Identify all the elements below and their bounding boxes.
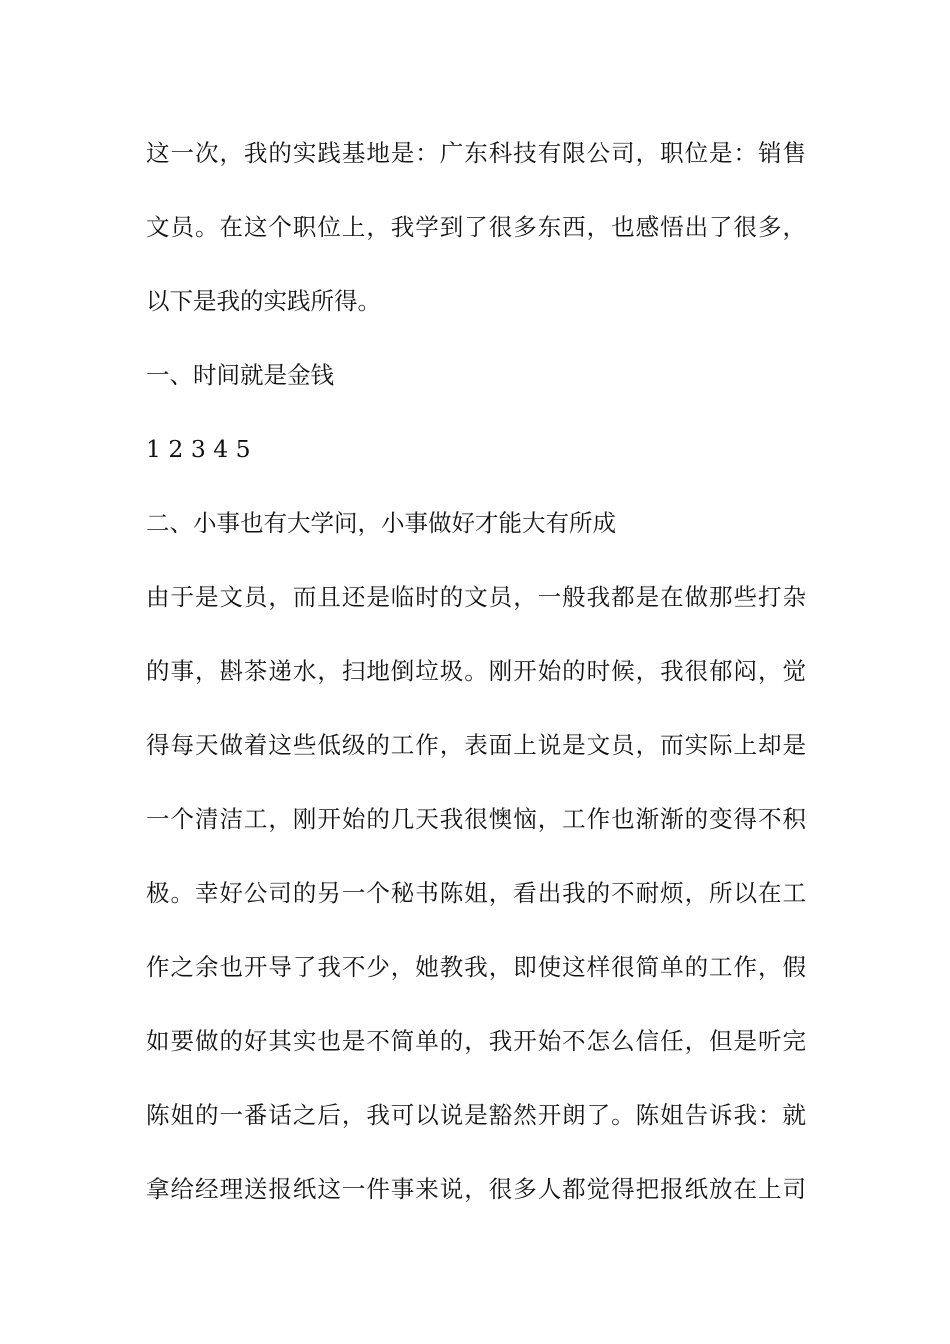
paragraph-line: 由于是文员，而且还是临时的文员，一般我都是在做那些打杂	[146, 583, 806, 611]
paragraph-line: 以下是我的实践所得。	[146, 287, 381, 315]
paragraph-line: 如要做的好其实也是不简单的，我开始不怎么信任，但是听完	[146, 1027, 806, 1055]
paragraph-line: 的事，斟茶递水，扫地倒垃圾。刚开始的时候，我很郁闷，觉	[146, 657, 806, 685]
paragraph-line: 这一次，我的实践基地是：广东科技有限公司，职位是：销售	[146, 139, 806, 167]
paragraph-line: 拿给经理送报纸这一件事来说，很多人都觉得把报纸放在上司	[146, 1175, 806, 1203]
paragraph-line: 极。幸好公司的另一个秘书陈姐，看出我的不耐烦，所以在工	[146, 879, 806, 907]
paragraph-line: 作之余也开导了我不少，她教我，即使这样很简单的工作，假	[146, 953, 806, 981]
numbered-list-line: 1 2 3 4 5	[146, 435, 251, 463]
paragraph-line: 陈姐的一番话之后，我可以说是豁然开朗了。陈姐告诉我：就	[146, 1101, 806, 1129]
paragraph-line: 文员。在这个职位上，我学到了很多东西，也感悟出了很多，	[146, 213, 806, 241]
paragraph-line: 得每天做着这些低级的工作，表面上说是文员，而实际上却是	[146, 731, 806, 759]
section-heading-2: 二、小事也有大学问，小事做好才能大有所成	[146, 509, 616, 537]
paragraph-line: 一个清洁工，刚开始的几天我很懊恼，工作也渐渐的变得不积	[146, 805, 806, 833]
section-heading-1: 一、时间就是金钱	[146, 361, 334, 389]
